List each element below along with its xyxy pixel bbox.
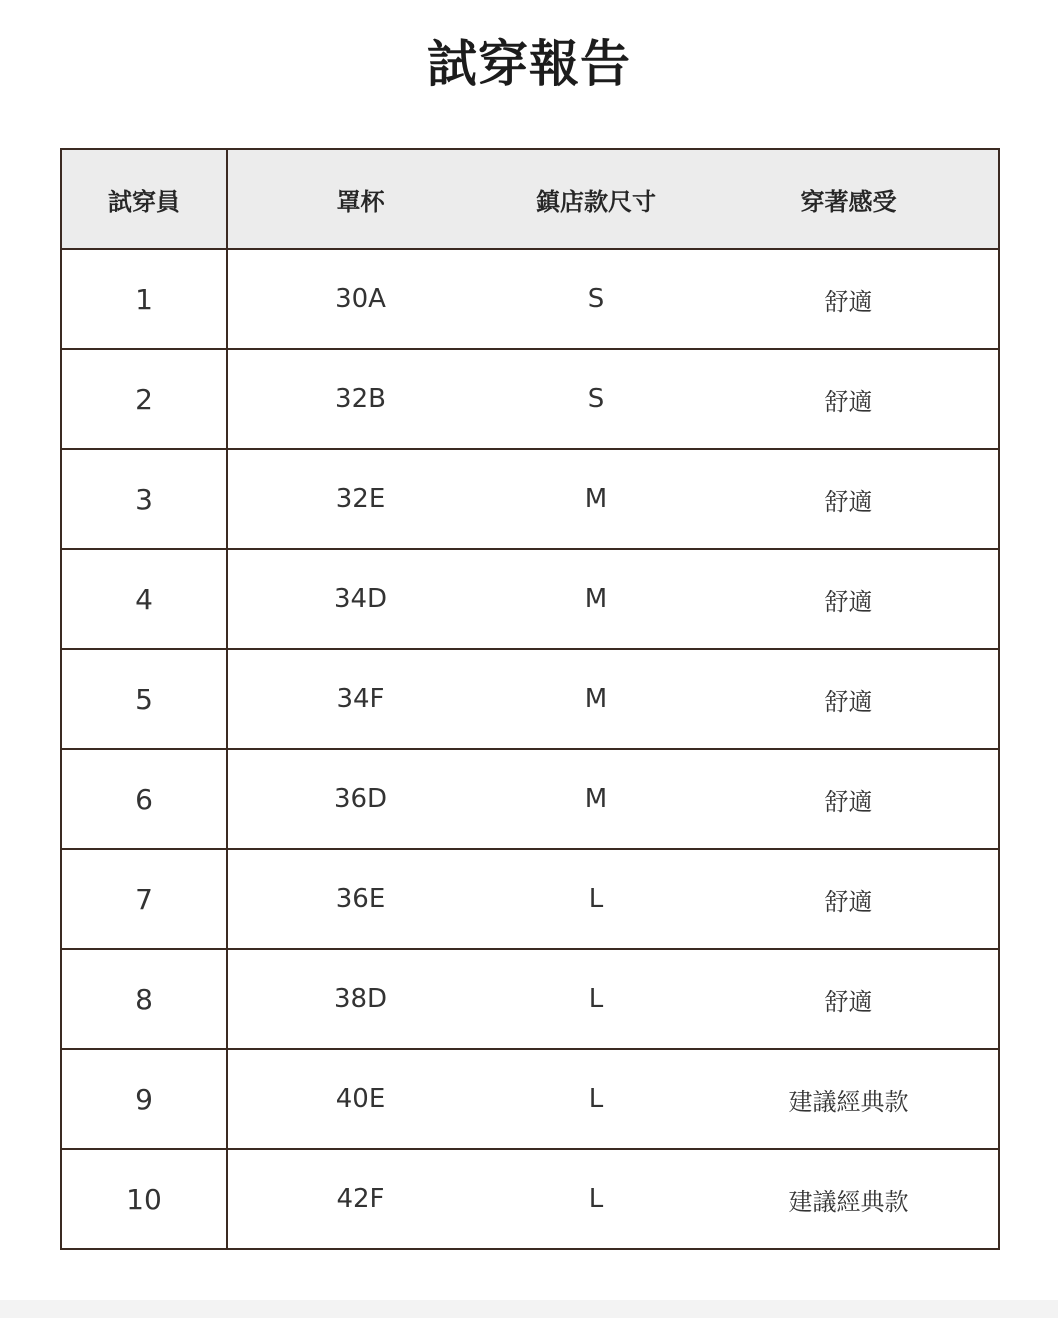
cell-size: M <box>493 449 699 549</box>
cell-cup: 34D <box>227 549 493 649</box>
cell-tester: 8 <box>61 949 227 1049</box>
cell-size: M <box>493 749 699 849</box>
cell-feeling: 舒適 <box>699 349 999 449</box>
page-title: 試穿報告 <box>427 35 631 93</box>
cell-tester: 5 <box>61 649 227 749</box>
cell-size: M <box>493 549 699 649</box>
cell-tester: 9 <box>61 1049 227 1149</box>
cell-feeling: 舒適 <box>699 249 999 349</box>
header-cup: 罩杯 <box>227 149 493 249</box>
cell-cup: 36D <box>227 749 493 849</box>
cell-feeling: 舒適 <box>699 749 999 849</box>
cell-tester: 6 <box>61 749 227 849</box>
table-row <box>61 949 999 1049</box>
table-row <box>61 849 999 949</box>
cell-tester: 10 <box>61 1149 227 1249</box>
cell-cup: 36E <box>227 849 493 949</box>
footer-band <box>0 1300 1058 1318</box>
cell-cup: 30A <box>227 249 493 349</box>
table-row <box>61 649 999 749</box>
table-row <box>61 349 999 449</box>
cell-cup: 38D <box>227 949 493 1049</box>
cell-cup: 34F <box>227 649 493 749</box>
cell-feeling: 建議經典款 <box>699 1149 999 1249</box>
fitting-report-table <box>60 148 1000 1250</box>
table-row <box>61 549 999 649</box>
cell-feeling: 建議經典款 <box>699 1049 999 1149</box>
table-row <box>61 749 999 849</box>
cell-tester: 3 <box>61 449 227 549</box>
cell-tester: 7 <box>61 849 227 949</box>
cell-cup: 42F <box>227 1149 493 1249</box>
cell-cup: 32E <box>227 449 493 549</box>
table-row <box>61 449 999 549</box>
cell-size: M <box>493 649 699 749</box>
cell-size: L <box>493 949 699 1049</box>
table-row <box>61 1149 999 1249</box>
cell-size: L <box>493 849 699 949</box>
cell-feeling: 舒適 <box>699 649 999 749</box>
cell-cup: 40E <box>227 1049 493 1149</box>
table-row <box>61 1049 999 1149</box>
cell-size: S <box>493 349 699 449</box>
cell-feeling: 舒適 <box>699 949 999 1049</box>
cell-feeling: 舒適 <box>699 449 999 549</box>
cell-tester: 4 <box>61 549 227 649</box>
cell-tester: 1 <box>61 249 227 349</box>
cell-feeling: 舒適 <box>699 549 999 649</box>
header-size: 鎮店款尺寸 <box>493 149 699 249</box>
cell-size: L <box>493 1049 699 1149</box>
table-row <box>61 249 999 349</box>
header-tester: 試穿員 <box>61 149 227 249</box>
header-feeling: 穿著感受 <box>699 149 999 249</box>
cell-size: S <box>493 249 699 349</box>
cell-size: L <box>493 1149 699 1249</box>
cell-cup: 32B <box>227 349 493 449</box>
cell-feeling: 舒適 <box>699 849 999 949</box>
cell-tester: 2 <box>61 349 227 449</box>
table-header-row <box>61 149 999 249</box>
